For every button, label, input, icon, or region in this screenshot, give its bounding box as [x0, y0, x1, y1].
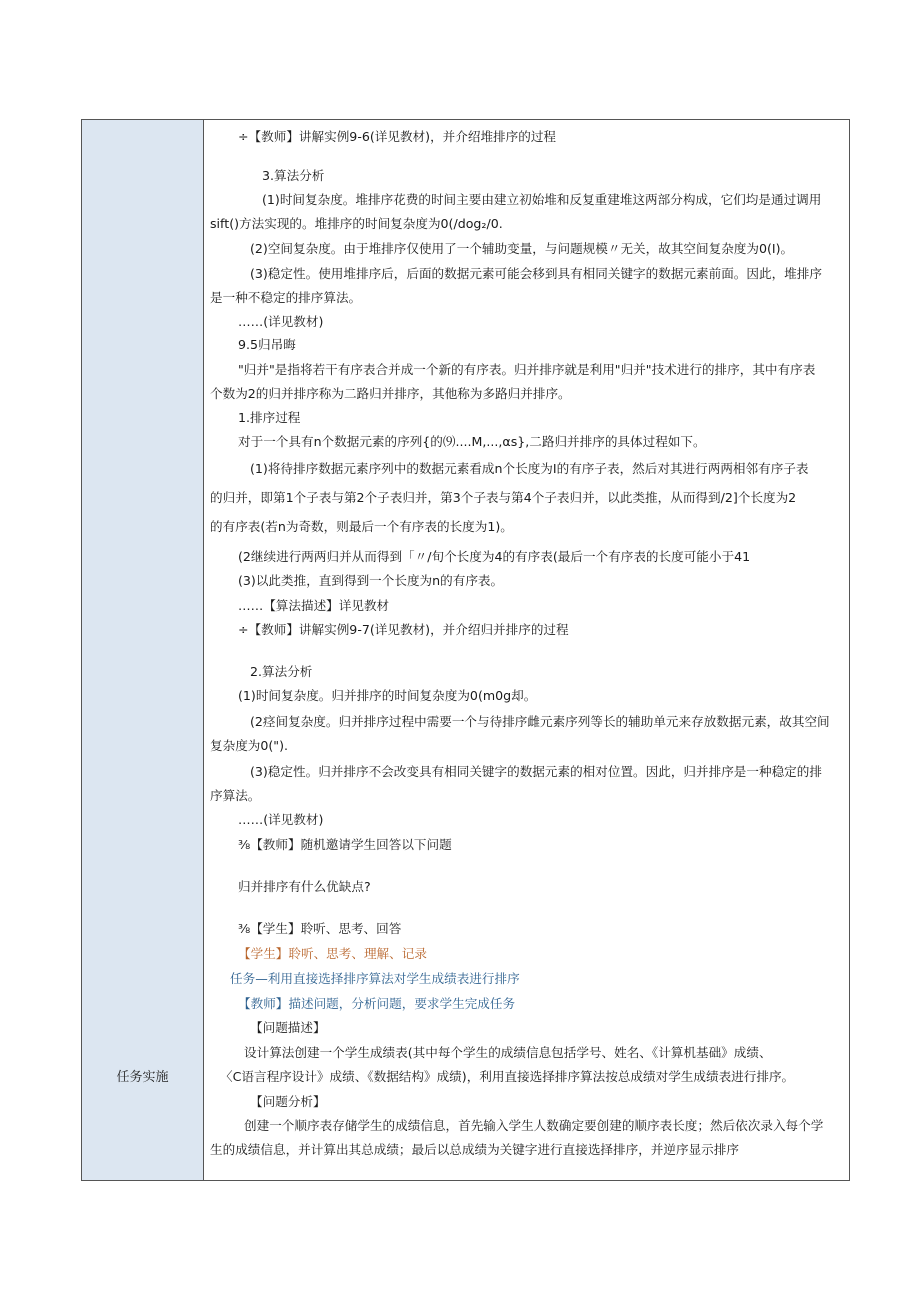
section-label-cell: [82, 120, 204, 1180]
text-line: (3)稳定性。归并排序不会改变具有相同关键字的数据元素的相对位置。因此，归并排序是一种稳定的排: [250, 764, 822, 779]
text-line: (2痉间复杂度。归并排序过程中需要一个与待排序雌元素序列等长的辅助单元来存放数据元素，故其空间: [250, 714, 830, 729]
section-label: 任务实施: [116, 1070, 169, 1085]
text-line: 〈C语言程序设计》成绩、《数据结构》成绩)，利用直接选择排序算法按总成绩对学生成绩表进行排序。: [220, 1069, 795, 1084]
lesson-table: [81, 119, 850, 1181]
text-line: (2)空间复杂度。由于堆排序仅使用了一个辅助变量，与问题规模〃无关，故其空间复杂度为0(I)。: [250, 241, 794, 256]
text-line: "归并"是指将若干有序表合并成一个新的有序表。归并排序就是利用"归并"技术进行的排序，其中有序表: [238, 362, 816, 377]
text-line: 设计算法创建一个学生成绩表(其中每个学生的成绩信息包括学号、姓名、《计算机基础》成绩、: [244, 1045, 772, 1060]
text-line: sift()方法实现的。堆排序的时间复杂度为0(/dog₂/0.: [210, 216, 503, 231]
text-line: 【问题分析】: [250, 1094, 326, 1109]
text-line: 复杂度为0(").: [210, 738, 289, 753]
text-line: 【学生】聆听、思考、理解、记录: [238, 946, 427, 961]
text-line: 1.排序过程: [238, 410, 301, 425]
content-cell: [204, 120, 849, 1180]
text-line: 【问题描述】: [250, 1020, 326, 1035]
text-line: 的归并，即第1个子表与第2个子表归并，第3个子表与第4个子表归并，以此类推，从而得到/2]个长度为2: [210, 490, 797, 505]
text-line: 个数为2的归并排序称为二路归并排序，其他称为多路归并排序。: [210, 386, 571, 401]
text-line: (3)以此类推，直到得到一个长度为n的有序表。: [238, 573, 504, 588]
text-line: (1)时间复杂度。归并排序的时间复杂度为0(m0g却。: [238, 688, 537, 703]
text-line: 【教师】描述问题，分析问题，要求学生完成任务: [238, 996, 516, 1011]
text-line: ⅜【学生】聆听、思考、回答: [238, 921, 402, 936]
text-line: (1)时间复杂度。堆排序花费的时间主要由建立初始堆和反复重建堆这两部分构成，它们均是通过调用: [262, 192, 822, 207]
text-line: ⅜【教师】随机邀请学生回答以下问题: [238, 837, 452, 852]
text-line: ÷【教师】讲解实例9-7(详见教材)，并介绍归并排序的过程: [238, 622, 569, 637]
text-line: ……(详见教材): [238, 314, 324, 329]
text-line: 的有序表(若n为奇数，则最后一个有序表的长度为1)。: [210, 519, 513, 534]
text-line: 2.算法分析: [250, 664, 313, 679]
text-line: 生的成绩信息，并计算出其总成绩；最后以总成绩为关键字进行直接选择排序，并逆序显示排序: [210, 1142, 739, 1157]
text-line: 创建一个顺序表存储学生的成绩信息，首先输入学生人数确定要创建的顺序表长度；然后依次录入每个学: [244, 1118, 824, 1133]
text-line: (3)稳定性。使用堆排序后，后面的数据元素可能会移到具有相同关键字的数据元素前面。因此，堆排序: [250, 266, 822, 281]
text-line: ……(详见教材): [238, 812, 324, 827]
text-line: 归并排序有什么优缺点?: [238, 879, 371, 894]
text-line: 序算法。: [210, 788, 261, 803]
text-line: 3.算法分析: [262, 168, 325, 183]
text-line: ……【算法描述】详见教材: [238, 598, 390, 613]
text-line: 对于一个具有n个数据元素的序列{的⑼....M,...,αs},二路归并排序的具体过程如下。: [238, 434, 706, 449]
text-line: (1)将待排序数据元素序列中的数据元素看成n个长度为I的有序子表，然后对其进行两两相邻有序子表: [250, 461, 809, 476]
text-line: (2继续进行两两归并从而得到「〃/旬个长度为4的有序表(最后一个有序表的长度可能小于41: [238, 549, 751, 564]
text-line: 任务—利用直接选择排序算法对学生成绩表进行排序: [230, 971, 520, 986]
text-line: ÷【教师】讲解实例9-6(详见教材)，并介绍堆排序的过程: [238, 129, 557, 144]
text-line: 9.5归吊晦: [238, 337, 296, 352]
text-line: 是一种不稳定的排序算法。: [210, 290, 362, 305]
